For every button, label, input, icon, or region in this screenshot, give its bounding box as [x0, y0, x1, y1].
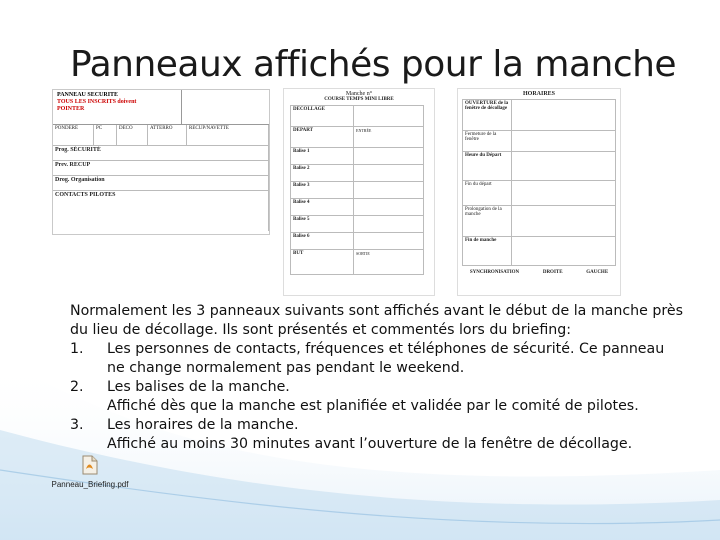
- horaires-footer: SYNCHRONISATION: [469, 270, 520, 275]
- list-item: [70, 416, 685, 454]
- horaires-panel-thumbnail: [457, 88, 621, 296]
- list-item: [70, 340, 685, 378]
- list-text: Les personnes de contacts, fréquences et téléphones de sécurité. Ce panneau ne change normalement pas pendant le weekend.: [107, 341, 665, 376]
- balises-row: Balise 2: [291, 165, 354, 181]
- balises-header: Manche n°: [345, 91, 373, 97]
- balises-label: SORTIE: [356, 251, 370, 256]
- list-text-main: Les balises de la manche.: [107, 379, 290, 395]
- horaires-footer: DROITE: [542, 270, 563, 275]
- list-text: [107, 416, 685, 454]
- security-header-line: POINTER: [57, 106, 85, 112]
- balises-row: Balise 6: [291, 233, 354, 249]
- list-text-main: Les horaires de la manche.: [107, 417, 299, 433]
- pdf-attachment[interactable]: [50, 455, 130, 489]
- slide-body: [70, 302, 685, 454]
- balises-row: Balise 3: [291, 182, 354, 198]
- security-header-line: TOUS LES INSCRITS doivent: [57, 99, 137, 105]
- horaires-row: Fin du départ: [463, 181, 512, 205]
- security-col-header: RECUP/NAVETTE: [187, 125, 269, 145]
- horaires-row: Prolongation de la manche: [463, 206, 512, 236]
- balises-row: Balise 4: [291, 199, 354, 215]
- horaires-row: Heure du Départ: [463, 152, 512, 180]
- security-row: Prev. RECUP: [53, 161, 269, 175]
- security-row: Prog. SÉCURITÉ: [53, 146, 269, 160]
- horaires-row: Fin de manche: [463, 237, 512, 265]
- list-text-sub: Affiché au moins 30 minutes avant l’ouverture de la fenêtre de décollage.: [107, 436, 633, 452]
- security-panel-thumbnail: [52, 89, 270, 235]
- list-number: 2.: [70, 379, 84, 395]
- balises-row: BUT: [291, 250, 354, 274]
- balises-row: DÉPART: [291, 127, 354, 147]
- balises-row: Balise 1: [291, 148, 354, 164]
- list-number: 1.: [70, 341, 84, 357]
- intro-paragraph: Normalement les 3 panneaux suivants sont affichés avant le début de la manche près du lieu de décollage. Ils sont présentés et commentés lors du briefing:: [70, 303, 684, 338]
- security-header-line: PANNEAU SECURITE: [57, 92, 119, 98]
- security-row: Drog. Organisation: [53, 176, 269, 190]
- horaires-row: OUVERTURE de la fenêtre de décollage: [463, 100, 512, 130]
- balises-label: ENTRÉE: [356, 128, 372, 133]
- balises-row: DÉCOLLAGE: [291, 106, 354, 126]
- balises-course: COURSE TEMPS MINI LIBRE: [324, 97, 394, 102]
- horaires-footer: GAUCHE: [586, 270, 609, 275]
- list-text-sub: Affiché dès que la manche est planifiée et validée par le comité de pilotes.: [107, 398, 639, 414]
- pdf-attachment-label: Panneau_Briefing.pdf: [51, 480, 129, 489]
- list-text: [107, 378, 685, 416]
- slide-title: Panneaux affichés pour la manche: [70, 44, 677, 85]
- security-col-header: DÉCO: [117, 125, 148, 145]
- pdf-file-icon: [82, 455, 98, 475]
- balises-panel-thumbnail: [283, 88, 435, 296]
- list-item: [70, 378, 685, 416]
- horaires-header: HORAIRES: [522, 91, 555, 97]
- security-col-header: PONDÉRÉ: [53, 125, 94, 145]
- horaires-row: Fermeture de la fenêtre: [463, 131, 512, 151]
- list-number: 3.: [70, 417, 84, 433]
- security-row: CONTACTS PILOTES: [53, 191, 269, 231]
- security-col-header: ATTERRO: [148, 125, 187, 145]
- security-col-header: PC: [94, 125, 117, 145]
- balises-row: Balise 5: [291, 216, 354, 232]
